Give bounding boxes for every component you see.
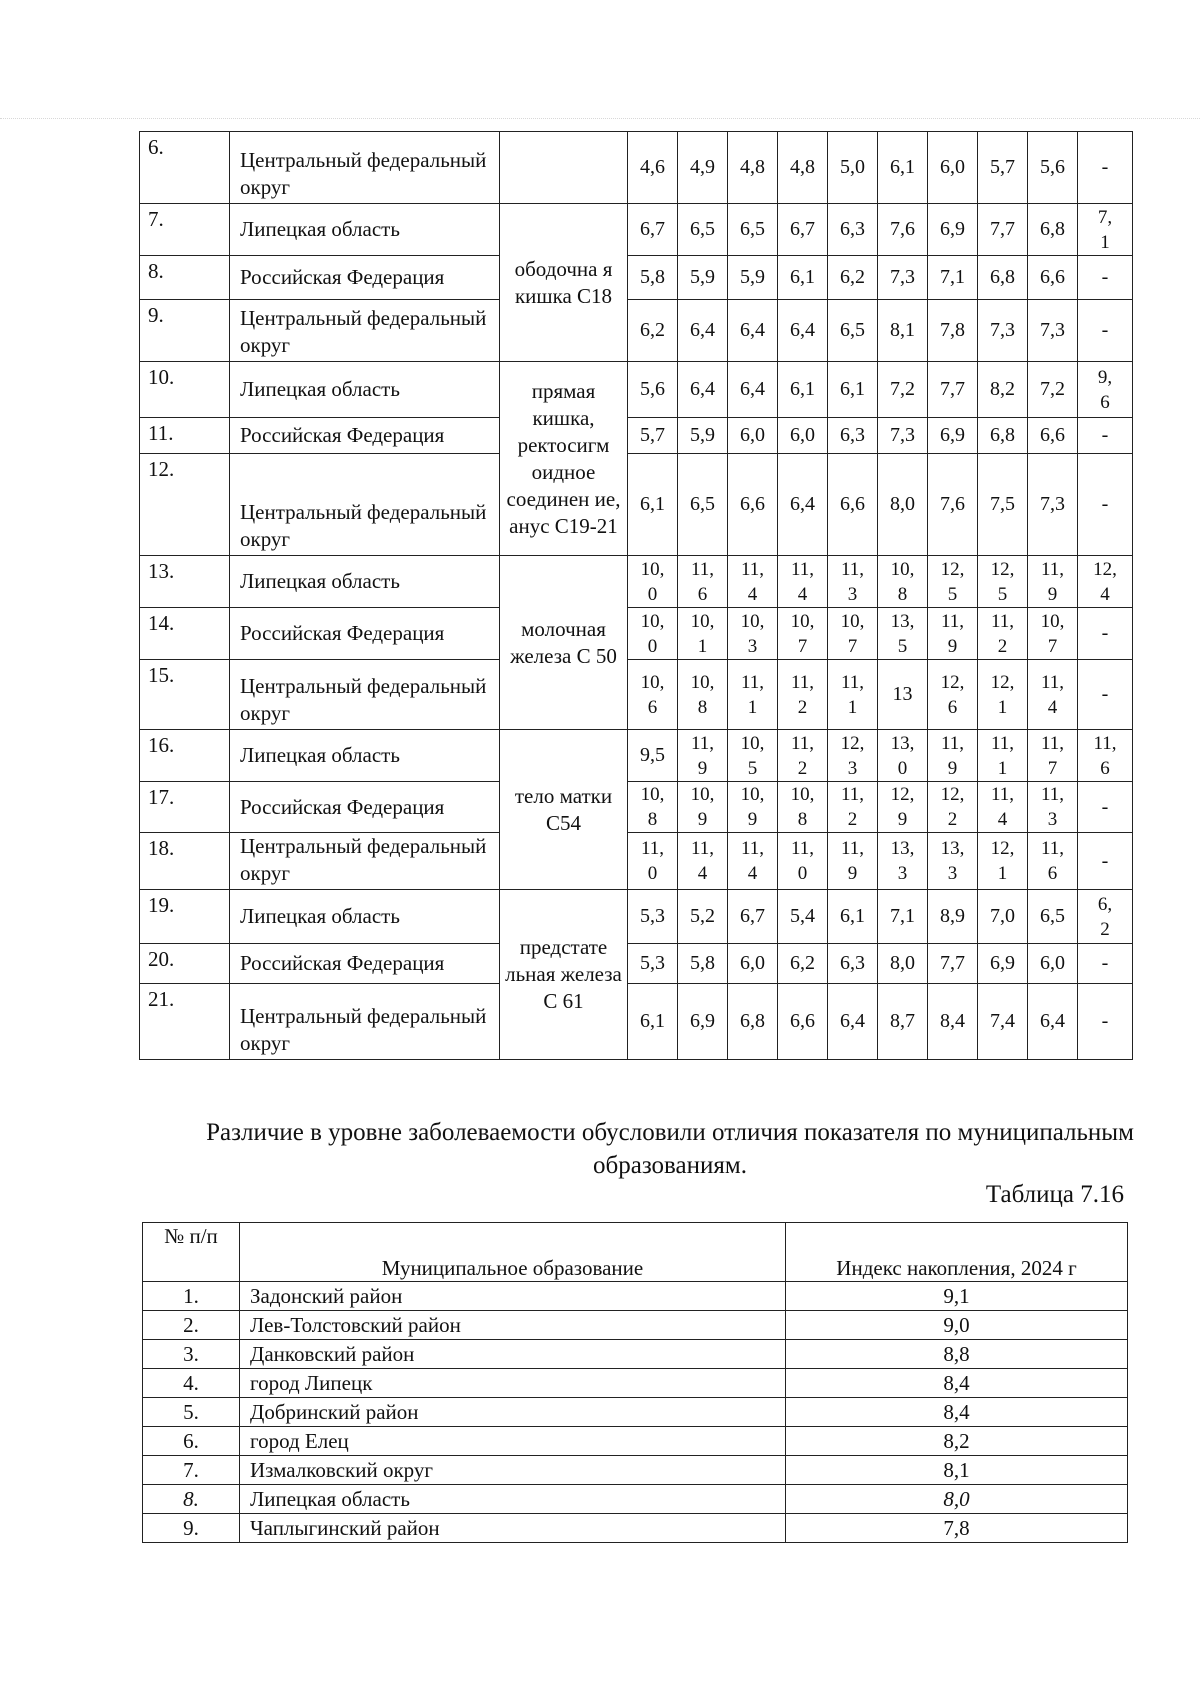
row-number: 2.: [143, 1311, 240, 1340]
row-number: 8.: [140, 256, 230, 300]
value-cell: 5,3: [628, 890, 678, 944]
value-cell: 7,6: [928, 454, 978, 556]
value-cell: 6,8: [978, 256, 1028, 300]
region-name: Липецкая область: [230, 556, 500, 608]
value-cell: -: [1078, 782, 1133, 833]
region-name: Липецкая область: [230, 730, 500, 782]
value-cell: 10, 8: [878, 556, 928, 608]
value-cell: 9,5: [628, 730, 678, 782]
value-cell: 8,0: [878, 944, 928, 984]
value-cell: 6,0: [928, 132, 978, 204]
row-number: 18.: [140, 833, 230, 890]
value-cell: 7,3: [1028, 300, 1078, 362]
value-cell: 7,7: [928, 944, 978, 984]
value-cell: 7,3: [878, 418, 928, 454]
table-row: [140, 556, 1133, 608]
value-cell: 11, 1: [828, 660, 878, 730]
index-value: 8,1: [786, 1456, 1128, 1485]
value-cell: 6,4: [1028, 984, 1078, 1060]
value-cell: 11, 2: [828, 782, 878, 833]
row-number: 13.: [140, 556, 230, 608]
value-cell: 8,4: [928, 984, 978, 1060]
value-cell: 6,1: [878, 132, 928, 204]
value-cell: 4,8: [778, 132, 828, 204]
value-cell: 6,3: [828, 204, 878, 256]
value-cell: 11, 4: [1028, 660, 1078, 730]
row-number: 8.: [143, 1485, 240, 1514]
value-cell: 6,1: [828, 890, 878, 944]
value-cell: 6,9: [928, 418, 978, 454]
value-cell: -: [1078, 944, 1133, 984]
header-num: № п/п: [143, 1223, 240, 1282]
value-cell: 11, 4: [728, 833, 778, 890]
value-cell: 11, 1: [978, 730, 1028, 782]
table-row: [143, 1311, 1128, 1340]
value-cell: 8,1: [878, 300, 928, 362]
value-cell: 11, 2: [778, 730, 828, 782]
index-value: 8,4: [786, 1369, 1128, 1398]
value-cell: -: [1078, 660, 1133, 730]
value-cell: 6,6: [778, 984, 828, 1060]
table-row: [140, 944, 1133, 984]
value-cell: 11, 1: [728, 660, 778, 730]
row-number: 9.: [140, 300, 230, 362]
value-cell: -: [1078, 454, 1133, 556]
value-cell: 11, 9: [928, 730, 978, 782]
value-cell: 4,9: [678, 132, 728, 204]
region-name: Центральный федеральный округ: [230, 132, 500, 204]
value-cell: 10, 7: [828, 608, 878, 660]
header-municipality: Муниципальное образование: [240, 1223, 786, 1282]
value-cell: 11, 3: [828, 556, 878, 608]
value-cell: 10, 6: [628, 660, 678, 730]
value-cell: 11, 2: [778, 660, 828, 730]
localization-rectum: прямая кишка, ректосигм оидное соединен ие, анус С19-21: [500, 362, 628, 556]
value-cell: 10, 1: [678, 608, 728, 660]
row-number: 7.: [143, 1456, 240, 1485]
index-value: 9,1: [786, 1282, 1128, 1311]
value-cell: 7,3: [978, 300, 1028, 362]
table-row: [140, 256, 1133, 300]
value-cell: 6,3: [828, 418, 878, 454]
table-row: [143, 1340, 1128, 1369]
value-cell: -: [1078, 984, 1133, 1060]
table-row: [140, 660, 1133, 730]
region-name: Липецкая область: [230, 362, 500, 418]
region-name: Российская Федерация: [230, 944, 500, 984]
value-cell: 5,4: [778, 890, 828, 944]
value-cell: 10, 7: [778, 608, 828, 660]
value-cell: 13, 3: [878, 833, 928, 890]
index-value: 8,2: [786, 1427, 1128, 1456]
table-row: [140, 300, 1133, 362]
index-value: 8,8: [786, 1340, 1128, 1369]
value-cell: 5,7: [978, 132, 1028, 204]
value-cell: 6,0: [778, 418, 828, 454]
value-cell: 11, 2: [978, 608, 1028, 660]
value-cell: 10, 8: [778, 782, 828, 833]
value-cell: 12, 1: [978, 660, 1028, 730]
municipality-name: Липецкая область: [240, 1485, 786, 1514]
table-row: [140, 418, 1133, 454]
value-cell: 7,7: [978, 204, 1028, 256]
value-cell: 12, 6: [928, 660, 978, 730]
incidence-table: [139, 131, 1133, 1060]
value-cell: 10, 8: [628, 782, 678, 833]
value-cell: 6,1: [828, 362, 878, 418]
value-cell: 10, 8: [678, 660, 728, 730]
value-cell: 6,3: [828, 944, 878, 984]
value-cell: 11, 6: [1078, 730, 1133, 782]
value-cell: 11, 9: [1028, 556, 1078, 608]
row-number: 3.: [143, 1340, 240, 1369]
value-cell: 11, 9: [678, 730, 728, 782]
municipality-name: Данковский район: [240, 1340, 786, 1369]
value-cell: 7,3: [878, 256, 928, 300]
value-cell: 10, 5: [728, 730, 778, 782]
value-cell: 11, 7: [1028, 730, 1078, 782]
value-cell: 8,2: [978, 362, 1028, 418]
value-cell: 7,6: [878, 204, 928, 256]
value-cell: 11, 9: [928, 608, 978, 660]
value-cell: 6,8: [1028, 204, 1078, 256]
value-cell: 11, 0: [778, 833, 828, 890]
header-index: Индекс накопления, 2024 г: [786, 1223, 1128, 1282]
value-cell: 8,7: [878, 984, 928, 1060]
region-name: Центральный федеральный округ: [230, 833, 500, 890]
row-number: 14.: [140, 608, 230, 660]
value-cell: 5,9: [678, 256, 728, 300]
value-cell: 6,0: [728, 418, 778, 454]
value-cell: 7,3: [1028, 454, 1078, 556]
table-row: [140, 833, 1133, 890]
value-cell: -: [1078, 300, 1133, 362]
row-number: 4.: [143, 1369, 240, 1398]
value-cell: 7,2: [1028, 362, 1078, 418]
value-cell: 7,1: [928, 256, 978, 300]
row-number: 17.: [140, 782, 230, 833]
value-cell: 6,5: [728, 204, 778, 256]
value-cell: 8,0: [878, 454, 928, 556]
region-name: Российская Федерация: [230, 782, 500, 833]
value-cell: 10, 9: [678, 782, 728, 833]
table-row: [143, 1398, 1128, 1427]
localization-colon: ободочна я кишка С18: [500, 204, 628, 362]
value-cell: 6,4: [778, 454, 828, 556]
value-cell: 6,6: [728, 454, 778, 556]
value-cell: 12, 2: [928, 782, 978, 833]
value-cell: 6,8: [728, 984, 778, 1060]
index-value: 8,4: [786, 1398, 1128, 1427]
value-cell: 10, 9: [728, 782, 778, 833]
value-cell: 6,2: [628, 300, 678, 362]
value-cell: -: [1078, 132, 1133, 204]
value-cell: 12, 4: [1078, 556, 1133, 608]
value-cell: -: [1078, 418, 1133, 454]
localization-blank: [500, 132, 628, 204]
table-row: [140, 454, 1133, 556]
municipality-name: Лев-Толстовский район: [240, 1311, 786, 1340]
table-caption: Таблица 7.16: [985, 1181, 1124, 1208]
value-cell: 6,8: [978, 418, 1028, 454]
region-name: Центральный федеральный округ: [230, 300, 500, 362]
value-cell: -: [1078, 256, 1133, 300]
value-cell: 9, 6: [1078, 362, 1133, 418]
value-cell: 6,6: [828, 454, 878, 556]
value-cell: 5,6: [1028, 132, 1078, 204]
value-cell: 6,4: [728, 300, 778, 362]
index-value: 7,8: [786, 1514, 1128, 1543]
value-cell: 6,7: [778, 204, 828, 256]
value-cell: 7,8: [928, 300, 978, 362]
region-name: Российская Федерация: [230, 608, 500, 660]
value-cell: 5,8: [678, 944, 728, 984]
value-cell: 5,6: [628, 362, 678, 418]
paragraph-text: Различие в уровне заболеваемости обусловили отличия показателя по муниципальным образованиям.: [206, 1119, 1134, 1179]
region-name: Центральный федеральный округ: [230, 454, 500, 556]
localization-breast: молочная железа С 50: [500, 556, 628, 730]
row-number: 5.: [143, 1398, 240, 1427]
value-cell: 6,4: [678, 362, 728, 418]
localization-prostate: предстате льная железа С 61: [500, 890, 628, 1060]
table-row: [143, 1485, 1128, 1514]
municipality-name: город Елец: [240, 1427, 786, 1456]
value-cell: 6,0: [1028, 944, 1078, 984]
value-cell: 11, 4: [728, 556, 778, 608]
row-number: 16.: [140, 730, 230, 782]
index-value: 9,0: [786, 1311, 1128, 1340]
value-cell: 5,0: [828, 132, 878, 204]
region-name: Центральный федеральный округ: [230, 984, 500, 1060]
row-number: 12.: [140, 454, 230, 556]
value-cell: 11, 9: [828, 833, 878, 890]
row-number: 6.: [140, 132, 230, 204]
table-row: [143, 1369, 1128, 1398]
value-cell: 6,9: [978, 944, 1028, 984]
value-cell: 7,1: [878, 890, 928, 944]
value-cell: 6,1: [628, 984, 678, 1060]
table-row: [140, 984, 1133, 1060]
value-cell: 6,6: [1028, 418, 1078, 454]
value-cell: 6,4: [778, 300, 828, 362]
region-name: Российская Федерация: [230, 256, 500, 300]
value-cell: 6,9: [678, 984, 728, 1060]
row-number: 19.: [140, 890, 230, 944]
value-cell: 6,0: [728, 944, 778, 984]
scan-artifact-line: [0, 118, 1200, 119]
value-cell: 5,3: [628, 944, 678, 984]
value-cell: 12, 1: [978, 833, 1028, 890]
value-cell: 6, 2: [1078, 890, 1133, 944]
value-cell: 5,9: [678, 418, 728, 454]
table-row: [140, 890, 1133, 944]
value-cell: 6,2: [778, 944, 828, 984]
table-row: [143, 1427, 1128, 1456]
row-number: 11.: [140, 418, 230, 454]
value-cell: 7,5: [978, 454, 1028, 556]
table-row: [140, 362, 1133, 418]
value-cell: 6,5: [678, 454, 728, 556]
row-number: 21.: [140, 984, 230, 1060]
row-number: 1.: [143, 1282, 240, 1311]
value-cell: 4,6: [628, 132, 678, 204]
value-cell: 6,6: [1028, 256, 1078, 300]
value-cell: 5,7: [628, 418, 678, 454]
table-row: [140, 608, 1133, 660]
value-cell: 4,8: [728, 132, 778, 204]
value-cell: 13, 0: [878, 730, 928, 782]
value-cell: 10, 0: [628, 608, 678, 660]
value-cell: 5,2: [678, 890, 728, 944]
table-row: [143, 1514, 1128, 1543]
municipality-name: Задонский район: [240, 1282, 786, 1311]
region-name: Центральный федеральный округ: [230, 660, 500, 730]
value-cell: 5,9: [728, 256, 778, 300]
value-cell: 8,9: [928, 890, 978, 944]
table-row: [140, 782, 1133, 833]
municipality-name: Измалковский округ: [240, 1456, 786, 1485]
value-cell: 6,4: [728, 362, 778, 418]
value-cell: 7,7: [928, 362, 978, 418]
value-cell: 6,1: [778, 256, 828, 300]
value-cell: 6,4: [828, 984, 878, 1060]
row-number: 7.: [140, 204, 230, 256]
value-cell: 11, 4: [978, 782, 1028, 833]
value-cell: 12, 3: [828, 730, 878, 782]
localization-uterus: тело матки С54: [500, 730, 628, 890]
value-cell: 6,5: [678, 204, 728, 256]
region-name: Российская Федерация: [230, 418, 500, 454]
value-cell: 10, 0: [628, 556, 678, 608]
row-number: 20.: [140, 944, 230, 984]
row-number: 15.: [140, 660, 230, 730]
value-cell: 13, 3: [928, 833, 978, 890]
value-cell: 6,2: [828, 256, 878, 300]
value-cell: 6,7: [628, 204, 678, 256]
value-cell: 6,1: [778, 362, 828, 418]
value-cell: 7,2: [878, 362, 928, 418]
value-cell: 13, 5: [878, 608, 928, 660]
municipal-index-table: [142, 1222, 1128, 1543]
table-row: [140, 132, 1133, 204]
table-row: [143, 1282, 1128, 1311]
value-cell: 6,1: [628, 454, 678, 556]
value-cell: 6,4: [678, 300, 728, 362]
index-value: 8,0: [786, 1485, 1128, 1514]
value-cell: 11, 0: [628, 833, 678, 890]
value-cell: 11, 4: [678, 833, 728, 890]
value-cell: 10, 3: [728, 608, 778, 660]
table-row: [140, 204, 1133, 256]
value-cell: 6,5: [1028, 890, 1078, 944]
value-cell: 7,0: [978, 890, 1028, 944]
table-header-row: [143, 1223, 1128, 1282]
value-cell: 12, 5: [928, 556, 978, 608]
row-number: 10.: [140, 362, 230, 418]
region-name: Липецкая область: [230, 890, 500, 944]
municipality-name: Добринский район: [240, 1398, 786, 1427]
municipality-name: Чаплыгинский район: [240, 1514, 786, 1543]
row-number: 9.: [143, 1514, 240, 1543]
value-cell: -: [1078, 608, 1133, 660]
municipality-name: город Липецк: [240, 1369, 786, 1398]
value-cell: 12, 9: [878, 782, 928, 833]
value-cell: 10, 7: [1028, 608, 1078, 660]
value-cell: 13: [878, 660, 928, 730]
value-cell: 12, 5: [978, 556, 1028, 608]
value-cell: 6,7: [728, 890, 778, 944]
value-cell: 5,8: [628, 256, 678, 300]
table-row: [143, 1456, 1128, 1485]
value-cell: 6,9: [928, 204, 978, 256]
value-cell: 7, 1: [1078, 204, 1133, 256]
region-name: Липецкая область: [230, 204, 500, 256]
value-cell: 6,5: [828, 300, 878, 362]
value-cell: -: [1078, 833, 1133, 890]
value-cell: 7,4: [978, 984, 1028, 1060]
value-cell: 11, 6: [678, 556, 728, 608]
row-number: 6.: [143, 1427, 240, 1456]
value-cell: 11, 4: [778, 556, 828, 608]
table-row: [140, 730, 1133, 782]
value-cell: 11, 6: [1028, 833, 1078, 890]
value-cell: 11, 3: [1028, 782, 1078, 833]
